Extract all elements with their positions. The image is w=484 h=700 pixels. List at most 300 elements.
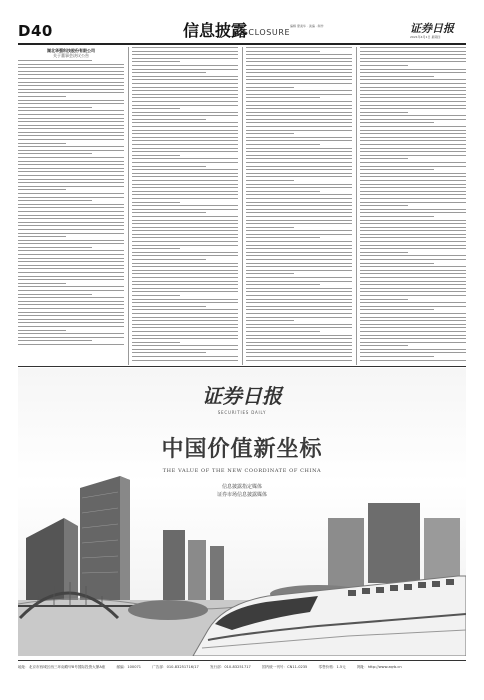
text-line <box>246 302 352 303</box>
text-line <box>246 58 352 59</box>
text-line <box>132 47 238 48</box>
text-line <box>360 284 466 285</box>
text-line <box>18 261 124 262</box>
text-line <box>132 216 238 217</box>
text-line <box>246 122 352 123</box>
text-line <box>132 227 238 228</box>
text-line <box>18 222 124 223</box>
text-line <box>360 306 466 307</box>
text-line <box>132 202 180 203</box>
text-line <box>360 245 466 246</box>
text-line <box>360 327 466 328</box>
text-line <box>132 209 238 210</box>
footer-ad-phone: 广告部：010-83251716/17 <box>152 665 199 669</box>
text-line <box>132 302 238 303</box>
text-line <box>360 345 408 346</box>
text-line <box>360 69 466 70</box>
text-line <box>132 263 238 264</box>
text-line <box>18 92 124 93</box>
text-line <box>18 312 124 313</box>
text-line <box>132 331 238 332</box>
text-line <box>246 227 294 228</box>
text-line <box>132 130 238 131</box>
text-line <box>18 67 124 68</box>
building-mid-2 <box>188 540 206 610</box>
text-line <box>360 352 466 353</box>
text-line <box>132 187 238 188</box>
text-line <box>18 258 124 259</box>
text-line <box>360 335 466 336</box>
text-line <box>18 114 124 115</box>
text-line <box>132 288 238 289</box>
text-line <box>18 225 124 226</box>
text-line <box>360 90 466 91</box>
ad-top-rule <box>18 366 466 367</box>
text-line <box>132 212 206 213</box>
text-line <box>132 97 238 98</box>
text-line <box>18 186 124 187</box>
text-line <box>132 198 238 199</box>
text-line <box>18 189 66 190</box>
text-line <box>18 290 124 291</box>
ad-logo-en: SECURITIES DAILY <box>217 410 267 415</box>
text-line <box>246 108 352 109</box>
text-line <box>246 162 352 163</box>
text-line <box>246 87 294 88</box>
text-line <box>246 69 352 70</box>
text-line <box>132 220 238 221</box>
text-line <box>246 76 352 77</box>
text-line <box>132 115 238 116</box>
text-line <box>18 294 92 295</box>
text-line <box>132 338 238 339</box>
text-line <box>132 105 238 106</box>
text-line <box>246 306 352 307</box>
text-line <box>132 155 180 156</box>
text-line <box>360 119 466 120</box>
text-line <box>18 308 124 309</box>
text-line <box>360 162 466 163</box>
text-line <box>246 270 352 271</box>
text-line <box>360 309 434 310</box>
text-line <box>246 216 352 217</box>
text-line <box>18 215 124 216</box>
text-line <box>360 342 466 343</box>
section-title-en: DISCLOSURE <box>233 28 291 37</box>
text-line <box>246 317 352 318</box>
text-line <box>246 259 352 260</box>
text-line <box>132 137 238 138</box>
text-line <box>246 345 352 346</box>
text-line <box>132 94 238 95</box>
text-line <box>132 158 238 159</box>
text-line <box>18 150 124 151</box>
text-line <box>132 191 238 192</box>
text-line <box>18 71 124 72</box>
text-line <box>246 356 352 357</box>
text-line <box>360 273 466 274</box>
text-line <box>360 126 466 127</box>
text-column-1 <box>18 47 124 365</box>
text-line <box>18 233 124 234</box>
text-line <box>18 175 124 176</box>
text-line <box>18 211 124 212</box>
text-line <box>246 234 352 235</box>
text-line <box>132 101 238 102</box>
text-line <box>246 54 352 55</box>
text-line <box>132 51 238 52</box>
text-line <box>246 61 352 62</box>
text-line <box>246 223 352 224</box>
text-line <box>360 259 466 260</box>
ad-tagline-1: 信息披露指定媒体 <box>221 484 262 490</box>
text-line <box>246 309 352 310</box>
text-line <box>246 255 352 256</box>
text-line <box>360 158 408 159</box>
text-line <box>246 65 352 66</box>
text-line <box>246 51 320 52</box>
text-line <box>18 337 124 338</box>
text-line <box>246 237 320 238</box>
text-line <box>18 193 124 194</box>
text-line <box>132 144 238 145</box>
text-line <box>18 265 124 266</box>
notice-company: 湖北华强科技股份有限公司 <box>47 48 95 53</box>
text-line <box>360 324 466 325</box>
text-line <box>18 161 124 162</box>
text-line <box>132 270 238 271</box>
text-line <box>18 103 124 104</box>
text-line <box>132 76 238 77</box>
column-divider <box>128 47 129 365</box>
ad-slogan: 中国价值新坐标 <box>161 437 323 462</box>
text-line <box>246 299 352 300</box>
text-line <box>360 270 466 271</box>
text-line <box>360 130 466 131</box>
text-line <box>132 241 238 242</box>
text-line <box>246 220 352 221</box>
text-line <box>246 230 352 231</box>
text-line <box>18 247 92 248</box>
text-line <box>132 273 238 274</box>
text-line <box>132 166 206 167</box>
text-line <box>18 218 124 219</box>
text-line <box>360 230 466 231</box>
text-line <box>132 126 238 127</box>
text-line <box>18 74 124 75</box>
text-line <box>360 115 466 116</box>
text-line <box>246 273 294 274</box>
editor-info: 编辑 蒙美华 · 美编 · 制作 <box>290 24 324 28</box>
text-line <box>360 234 466 235</box>
text-line <box>132 90 238 91</box>
text-line <box>360 202 466 203</box>
building-right-1 <box>328 518 364 588</box>
text-line <box>246 209 352 210</box>
text-line <box>132 234 238 235</box>
text-line <box>132 69 238 70</box>
text-line <box>132 313 238 314</box>
text-line <box>18 153 92 154</box>
text-line <box>360 83 466 84</box>
text-line <box>132 349 238 350</box>
text-line <box>246 187 352 188</box>
text-line <box>18 139 124 140</box>
text-line <box>246 166 352 167</box>
text-line <box>360 194 466 195</box>
text-line <box>18 78 124 79</box>
text-line <box>246 101 352 102</box>
text-line <box>360 105 466 106</box>
text-line <box>360 108 466 109</box>
text-line <box>132 248 180 249</box>
text-line <box>132 122 238 123</box>
text-line <box>18 297 124 298</box>
text-line <box>18 333 124 334</box>
text-line <box>360 302 466 303</box>
text-line <box>246 335 352 336</box>
text-line <box>246 169 352 170</box>
text-line <box>18 143 66 144</box>
section-title: 信息披露 <box>183 21 248 40</box>
text-line <box>132 352 206 353</box>
text-line <box>360 320 466 321</box>
text-line <box>246 72 352 73</box>
text-line <box>360 166 466 167</box>
text-line <box>360 237 466 238</box>
text-line <box>246 105 352 106</box>
text-line <box>360 148 466 149</box>
text-line <box>132 151 238 152</box>
text-line <box>246 94 352 95</box>
text-line <box>360 137 466 138</box>
text-line <box>132 83 238 84</box>
text-line <box>18 128 124 129</box>
text-line <box>360 248 466 249</box>
text-line <box>132 173 238 174</box>
text-line <box>18 179 124 180</box>
text-line <box>18 283 66 284</box>
text-line <box>360 220 466 221</box>
text-line <box>132 194 238 195</box>
text-line <box>360 191 466 192</box>
text-line <box>18 315 124 316</box>
text-line <box>18 207 124 208</box>
text-line <box>18 344 124 345</box>
text-line <box>360 288 466 289</box>
text-line <box>18 121 124 122</box>
text-line <box>132 295 180 296</box>
text-line <box>360 313 466 314</box>
text-line <box>360 54 466 55</box>
text-line <box>18 125 124 126</box>
text-line <box>246 352 352 353</box>
text-line <box>246 327 352 328</box>
footer-print: 国内统一刊号：CN11-0235 <box>261 665 308 669</box>
text-line <box>246 173 352 174</box>
text-line <box>132 230 238 231</box>
text-line <box>360 112 408 113</box>
text-line <box>18 250 124 251</box>
text-line <box>18 326 124 327</box>
text-line <box>246 288 352 289</box>
text-line <box>246 248 352 249</box>
text-line <box>246 184 352 185</box>
disclosure-text-area <box>18 47 466 365</box>
text-line <box>360 72 466 73</box>
text-line <box>360 227 466 228</box>
text-line <box>360 173 466 174</box>
text-line <box>18 85 124 86</box>
text-line <box>132 205 238 206</box>
text-line <box>246 205 352 206</box>
text-line <box>132 184 238 185</box>
ad-slogan-en: THE VALUE OF THE NEW COORDINATE OF CHINA <box>162 468 322 474</box>
text-line <box>18 276 124 277</box>
text-line <box>246 144 320 145</box>
text-line <box>132 356 238 357</box>
text-line <box>18 60 92 61</box>
ad-tagline-2: 证券市场信息披露媒体 <box>216 492 267 498</box>
text-line <box>246 331 320 332</box>
text-line <box>360 61 466 62</box>
text-line <box>18 340 92 341</box>
text-line <box>360 97 466 98</box>
text-line <box>360 176 466 177</box>
text-column-3 <box>246 47 352 365</box>
text-line <box>246 180 294 181</box>
text-line <box>132 309 238 310</box>
page-number: D40 <box>18 22 53 40</box>
text-line <box>246 338 352 339</box>
advertisement <box>18 368 466 656</box>
text-line <box>18 135 124 136</box>
text-line <box>360 198 466 199</box>
text-line <box>360 252 408 253</box>
text-line <box>246 342 352 343</box>
footer-price: 零售价格：1.5元 <box>318 665 346 669</box>
text-line <box>18 243 124 244</box>
text-line <box>360 184 466 185</box>
text-line <box>360 291 466 292</box>
text-line <box>246 295 352 296</box>
text-line <box>246 158 352 159</box>
text-line <box>246 320 294 321</box>
text-line <box>18 96 66 97</box>
text-line <box>246 241 352 242</box>
text-line <box>18 89 124 90</box>
text-line <box>132 65 238 66</box>
text-line <box>246 112 352 113</box>
text-line <box>360 223 466 224</box>
text-line <box>360 295 466 296</box>
text-line <box>132 162 238 163</box>
text-line <box>132 335 238 336</box>
text-line <box>18 254 124 255</box>
text-line <box>18 157 124 158</box>
text-line <box>18 200 92 201</box>
text-line <box>360 151 466 152</box>
text-line <box>18 100 124 101</box>
text-line <box>360 349 466 350</box>
text-line <box>18 322 124 323</box>
text-line <box>132 169 238 170</box>
column-divider <box>356 47 357 365</box>
text-line <box>132 133 238 134</box>
text-line <box>132 176 238 177</box>
text-line <box>360 94 466 95</box>
text-line <box>246 126 352 127</box>
issue-date: 2021年4月1日 星期四 <box>410 35 441 39</box>
text-line <box>246 90 352 91</box>
notice-title: 关于董事会决议公告 <box>53 53 89 58</box>
text-line <box>360 169 434 170</box>
building-mid-1 <box>163 530 185 610</box>
text-line <box>246 252 352 253</box>
text-line <box>246 360 352 361</box>
building-right-2 <box>368 503 420 583</box>
text-line <box>132 255 238 256</box>
text-line <box>132 119 206 120</box>
text-line <box>360 241 466 242</box>
text-line <box>246 137 352 138</box>
footer-postcode: 邮编：100071 <box>116 665 142 669</box>
text-line <box>18 268 124 269</box>
text-line <box>132 327 238 328</box>
text-line <box>132 324 238 325</box>
text-line <box>18 182 124 183</box>
text-line <box>132 148 238 149</box>
text-line <box>360 360 466 361</box>
text-line <box>246 155 352 156</box>
text-line <box>360 255 466 256</box>
text-line <box>246 130 352 131</box>
text-line <box>360 331 466 332</box>
text-line <box>18 301 124 302</box>
footer-address: 地址：北京市西城区西三环南路甲8号国际投资大厦A座 <box>18 665 106 669</box>
text-line <box>18 236 66 237</box>
text-line <box>132 291 238 292</box>
text-line <box>132 61 180 62</box>
text-line <box>18 204 124 205</box>
text-line <box>246 79 352 80</box>
text-line <box>18 64 124 65</box>
text-line <box>132 180 238 181</box>
text-line <box>360 51 466 52</box>
text-line <box>132 245 238 246</box>
text-line <box>18 279 124 280</box>
text-line <box>360 155 466 156</box>
text-line <box>360 87 466 88</box>
text-line <box>132 299 238 300</box>
text-line <box>246 291 352 292</box>
text-line <box>18 118 124 119</box>
text-line <box>360 205 408 206</box>
text-line <box>132 140 238 141</box>
text-line <box>132 223 238 224</box>
masthead-logo: 证券日报 <box>410 22 454 35</box>
text-line <box>246 263 352 264</box>
text-line <box>246 202 352 203</box>
text-line <box>132 112 238 113</box>
text-line <box>18 286 124 287</box>
text-line <box>360 277 466 278</box>
text-line <box>360 338 466 339</box>
text-line <box>18 319 124 320</box>
text-line <box>360 65 408 66</box>
building-mid-3 <box>210 546 224 606</box>
text-line <box>360 101 466 102</box>
